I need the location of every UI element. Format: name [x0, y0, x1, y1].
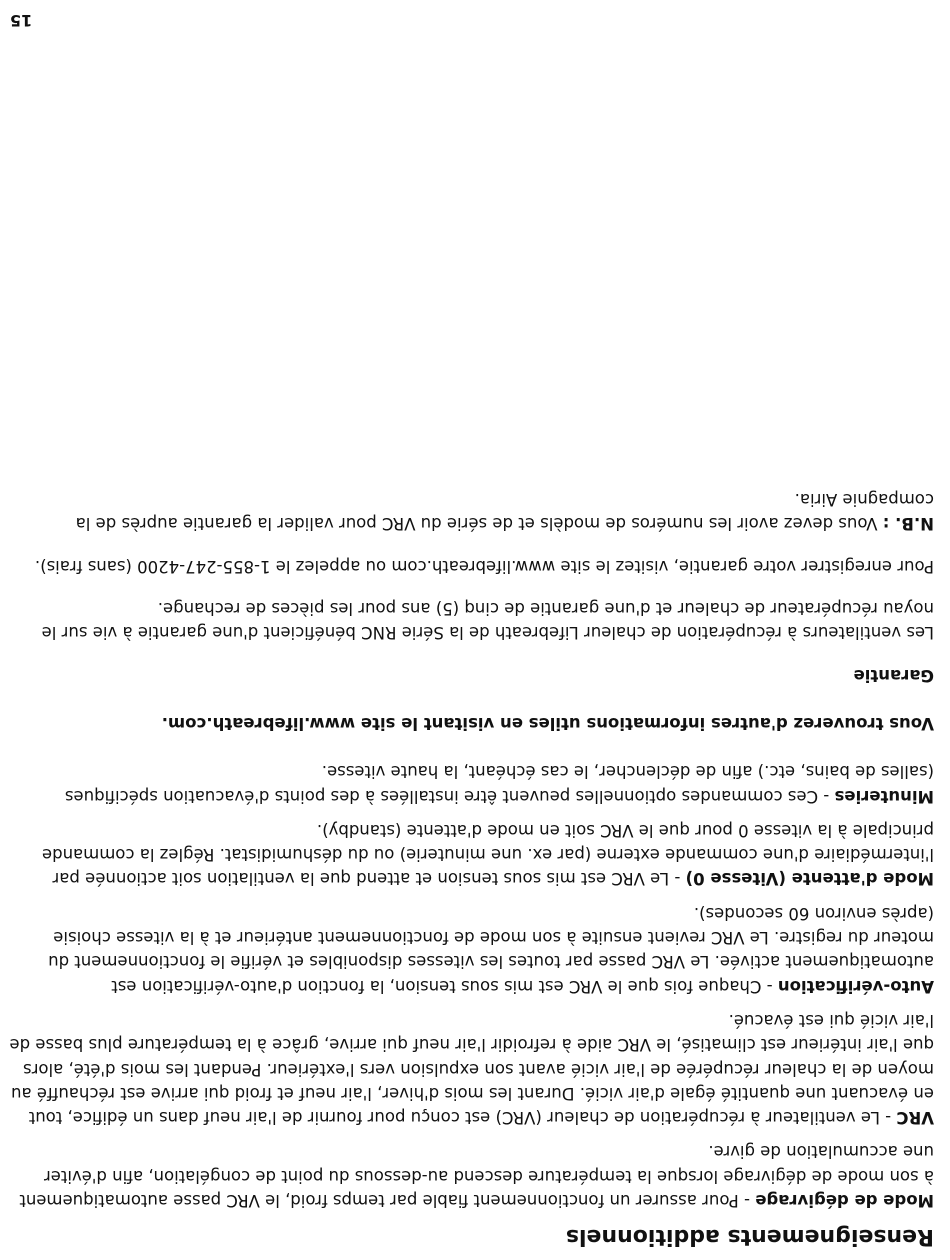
- section-term: Mode d'attente (Vitesse 0): [685, 869, 934, 889]
- warranty-note: [9, 487, 934, 536]
- section-text: - Le VRC est mis sous tension et attend que la ventilation soit actionnée par l'intermédiaire d'une commande externe (par ex. une minuterie) ou du déshumidistat. Réglez la commande principale à la vitesse 0 pour que le VRC soit en mode d'attente (standby).: [41, 820, 934, 889]
- warranty-title: Garantie: [853, 665, 934, 685]
- section-self-check: [9, 900, 934, 997]
- page-content: [9, 487, 934, 1250]
- section-text: - Chaque fois que le VRC est mis sous tension, la fonction d'auto-vérification est automatiquement activée. Le VRC passe par toutes les vitesses disponibles et vérifie le fonctionnement du moteur du registre. Le VRC revient ensuite à son mode de fonctionnement antérieur et à la vitesse choisie (après environ 60 secondes).: [48, 903, 934, 996]
- section-timers: [9, 759, 934, 808]
- section-standby-mode: [9, 818, 934, 891]
- section-term: Minuteries: [834, 786, 934, 806]
- note-text: Vous devez avoir les numéros de modèls et de série du VRC pour valider la garantie auprès de la compagnie Airia.: [75, 490, 934, 534]
- warranty-paragraph: Les ventilateurs à récupération de chaleur Lifebreath de la Série RNC bénéficient d'une garantie à vie sur le noyau récupérateur de chaleur et d'une garantie de cinq (5) ans pour les pièces de rechange.: [41, 599, 934, 643]
- page-number: 15: [10, 11, 33, 31]
- page-title: Renseignements additionnels: [565, 1224, 934, 1249]
- section-text: - Pour assurer un fonctionnement fiable par temps froid, le VRC passe automatiquement à son mode de dégivrage lorsque la température descend au-dessous du point de congélation, afin d'éviter une accumulation de givre.: [19, 1142, 934, 1210]
- section-term: Auto-vérification: [777, 976, 934, 996]
- section-hrv: [9, 1008, 934, 1129]
- info-line: Vous trouverez d'autres informations utiles en visitant le site www.lifebreath.com.: [161, 713, 934, 733]
- note-label: N.B. :: [882, 514, 934, 534]
- section-text: - Le ventilateur à récupération de chaleur (VRC) est conçu pour fournir de l'air neuf dans un édifice, tout en évacuant une quantité égale d'air vicié. Durant les mois d'hiver, l'air neuf et froid qui arrive est réchauffé au moyen de la chaleur récupérée de l'air vicié avant son expulsion vers l'extérieur. Pendant les mois d'été, alors que l'air intérieur est climatisé, le VRC aide à refroidir l'air neuf qui arrive, grâce à la température plus basse de l'air vicié qui est évacué.: [9, 1010, 934, 1128]
- section-defrost-mode: [9, 1139, 934, 1212]
- section-term: VRC: [896, 1108, 934, 1128]
- section-term: Mode de dégivrage: [755, 1191, 934, 1210]
- warranty-registration: Pour enregistrer votre garantie, visitez le site www.lifebreath.com ou appelez le 1-855-247-4200 (sans frais).: [34, 556, 934, 576]
- section-text: - Ces commandes optionnelles peuvent être installées à des points d'évacuation spécifiques (salles de bains, etc.) afin de déclencher, le cas échéant, la haute vitesse.: [64, 762, 934, 806]
